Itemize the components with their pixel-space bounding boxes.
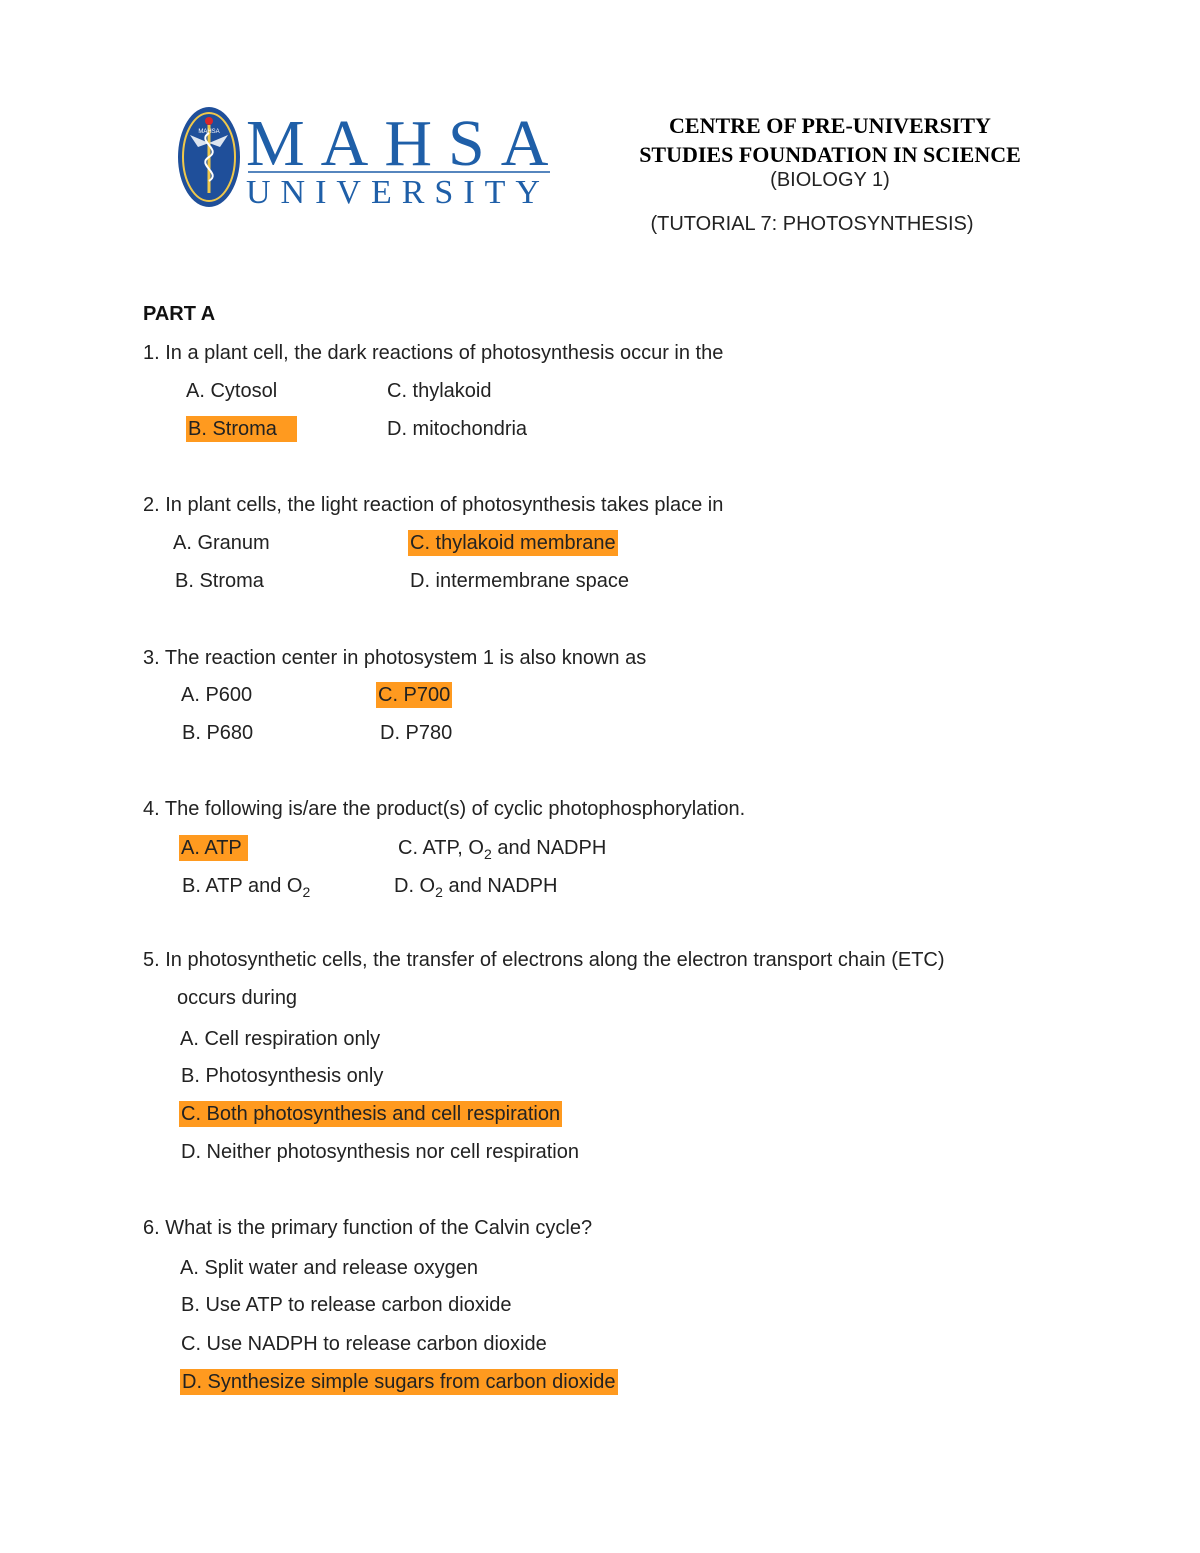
q3-option-a[interactable]: A. P600 — [181, 684, 253, 706]
q5-option-a[interactable]: A. Cell respiration only — [180, 1028, 381, 1050]
q6-option-a[interactable]: A. Split water and release oxygen — [180, 1257, 478, 1279]
q6-option-d-answer[interactable]: D. Synthesize simple sugars from carbon dioxide — [182, 1371, 616, 1393]
university-logo — [176, 103, 552, 219]
question-5-continuation: occurs during — [177, 987, 298, 1009]
header-line-studies: STUDIES FOUNDATION IN SCIENCE — [639, 142, 1021, 167]
q4-option-a-answer[interactable]: A. ATP — [179, 835, 248, 861]
q1-option-d[interactable]: D. mitochondria — [387, 418, 528, 440]
q1-option-b-answer[interactable]: B. Stroma — [186, 416, 297, 442]
q5-option-c-answer[interactable]: C. Both photosynthesis and cell respiration — [181, 1103, 561, 1125]
header-line-centre: CENTRE OF PRE-UNIVERSITY — [669, 113, 991, 138]
question-3: 3. The reaction center in photosystem 1 is also known as — [143, 647, 647, 669]
q6-option-b[interactable]: B. Use ATP to release carbon dioxide — [181, 1294, 512, 1316]
header-line-subject: (BIOLOGY 1) — [770, 169, 890, 191]
q6-option-c[interactable]: C. Use NADPH to release carbon dioxide — [181, 1333, 547, 1355]
q2-option-d[interactable]: D. intermembrane space — [410, 570, 629, 592]
q3-option-d[interactable]: D. P780 — [380, 722, 453, 744]
q5-option-b[interactable]: B. Photosynthesis only — [181, 1065, 384, 1087]
part-title: PART A — [143, 303, 216, 325]
q3-option-c-answer[interactable]: C. P700 — [378, 684, 451, 706]
question-6: 6. What is the primary function of the Calvin cycle? — [143, 1217, 593, 1239]
logo-word-mahsa: MAHSA — [246, 107, 552, 180]
q4-option-c[interactable]: C. ATP, $O_2$ and NADPH — [398, 837, 607, 862]
header-line-tutorial: (TUTORIAL 7: PHOTOSYNTHESIS) — [650, 213, 974, 235]
question-5: 5. In photosynthetic cells, the transfer of electrons along the electron transport chain (ETC) — [143, 949, 945, 971]
q4-option-b[interactable]: B. ATP and $O_2$ — [182, 875, 311, 900]
q1-option-c[interactable]: C. thylakoid — [387, 380, 492, 402]
logo-word-university: UNIVERSITY — [246, 174, 550, 211]
q4-option-d[interactable]: D. $O_2$ and NADPH — [394, 875, 558, 900]
seal-text: MAHSA — [198, 129, 220, 135]
question-4: 4. The following is/are the product(s) of cyclic photophosphorylation. — [143, 798, 746, 820]
q2-option-a[interactable]: A. Granum — [173, 532, 270, 554]
mahsa-logo-graphic — [176, 103, 552, 219]
q1-option-a[interactable]: A. Cytosol — [186, 380, 278, 402]
q2-option-c-answer[interactable]: C. thylakoid membrane — [410, 532, 616, 554]
question-1: 1. In a plant cell, the dark reactions of photosynthesis occur in the — [143, 342, 724, 364]
q5-option-d[interactable]: D. Neither photosynthesis nor cell respiration — [181, 1141, 579, 1163]
question-2: 2. In plant cells, the light reaction of photosynthesis takes place in — [143, 494, 724, 516]
q2-option-b[interactable]: B. Stroma — [175, 570, 264, 592]
q3-option-b[interactable]: B. P680 — [182, 722, 254, 744]
